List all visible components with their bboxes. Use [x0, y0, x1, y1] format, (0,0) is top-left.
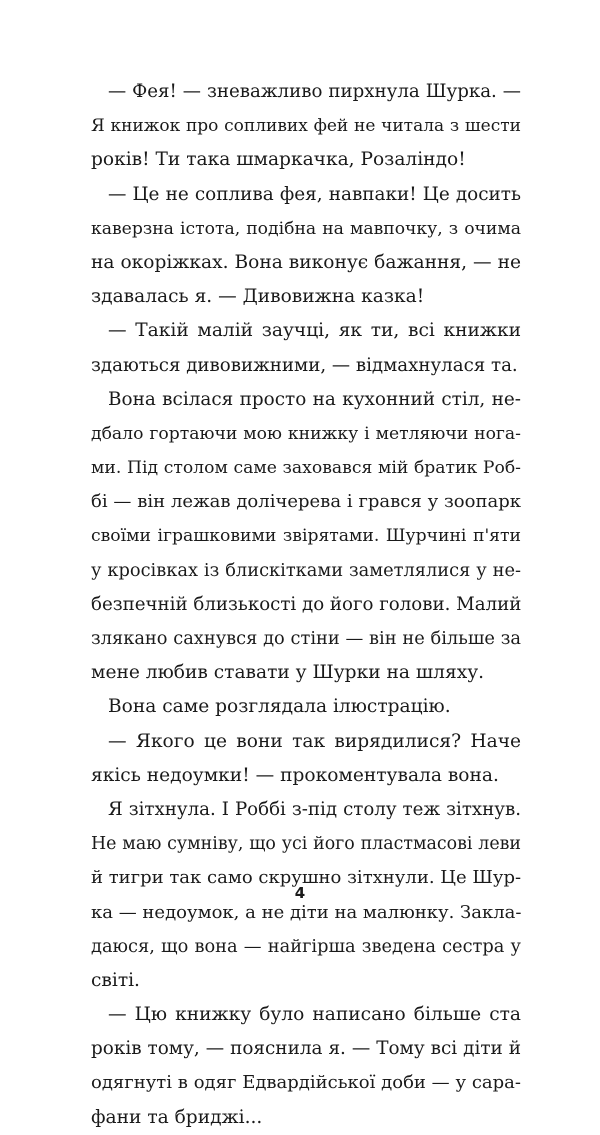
text-line: дбало гортаючи мою книжку і метляючи нога- — [91, 423, 521, 444]
text-line: Не маю сумніву, що усі його пластмасові леви — [91, 834, 521, 855]
text-line: Вона саме розглядала ілюстрацію. — [108, 696, 451, 718]
text-line: — Фея! — зневажливо пирхнула Шурка. — — [108, 81, 521, 102]
text-line: світі. — [91, 969, 140, 991]
text-line: якісь недоумки! — прокоментувала вона. — [91, 764, 499, 786]
text-line: каверзна істота, подібна на мавпочку, з очима — [91, 218, 521, 239]
text-line: на окоріжках. Вона виконує бажання, — не — [91, 251, 521, 273]
text-line: бі — він лежав долічерева і грався у зоопарк — [91, 491, 521, 513]
text-line: років! Ти така шмаркачка, Розаліндо! — [91, 149, 466, 171]
text-line: — Такій малій заучці, як ти, всі книжки — [108, 320, 521, 342]
page-number: 4 — [294, 884, 306, 902]
text-line: безпечній близькості до його голови. Малий — [91, 593, 521, 615]
text-line: Я книжок про сопливих фей не читала з шести — [91, 116, 521, 137]
text-line: своїми іграшковими звірятами. Шурчині п'яти — [91, 526, 521, 547]
text-line: Я зітхнула. І Роббі з-під столу теж зітхнув. — [108, 798, 521, 820]
text-line: здаються дивовижними, — відмахнулася та. — [91, 354, 518, 376]
text-line: Вона всілася просто на кухонний стіл, не- — [108, 388, 521, 410]
text-line: — Цю книжку було написано більше ста — [108, 1004, 521, 1026]
body-text — [91, 75, 521, 1135]
text-line: здавалась я. — Дивовижна казка! — [91, 286, 425, 308]
text-line: мене любив ставати у Шурки на шляху. — [91, 662, 485, 684]
text-line: років тому, — пояснила я. — Тому всі діти й — [91, 1038, 521, 1060]
text-line: фани та бриджі... — [91, 1106, 263, 1128]
text-line: ка — недоумок, а не діти на малюнку. Закла- — [91, 901, 521, 923]
text-line: даюся, що вона — найгірша зведена сестра у — [91, 935, 521, 957]
text-line: одягнуті в одяг Едвардійської доби — у сара- — [91, 1072, 521, 1094]
text-line: у кросівках із блискітками заметлялися у не- — [91, 559, 521, 581]
text-line: — Це не соплива фея, навпаки! Це досить — [108, 183, 521, 205]
text-line: ми. Під столом саме заховався мій братик Роб- — [91, 458, 521, 479]
text-line: злякано сахнувся до стіни — він не більше за — [91, 628, 521, 649]
text-line: й тигри так само скрушно зітхнули. Це Шур- — [91, 867, 521, 889]
text-line: — Якого це вони так вирядилися? Наче — [108, 730, 521, 752]
